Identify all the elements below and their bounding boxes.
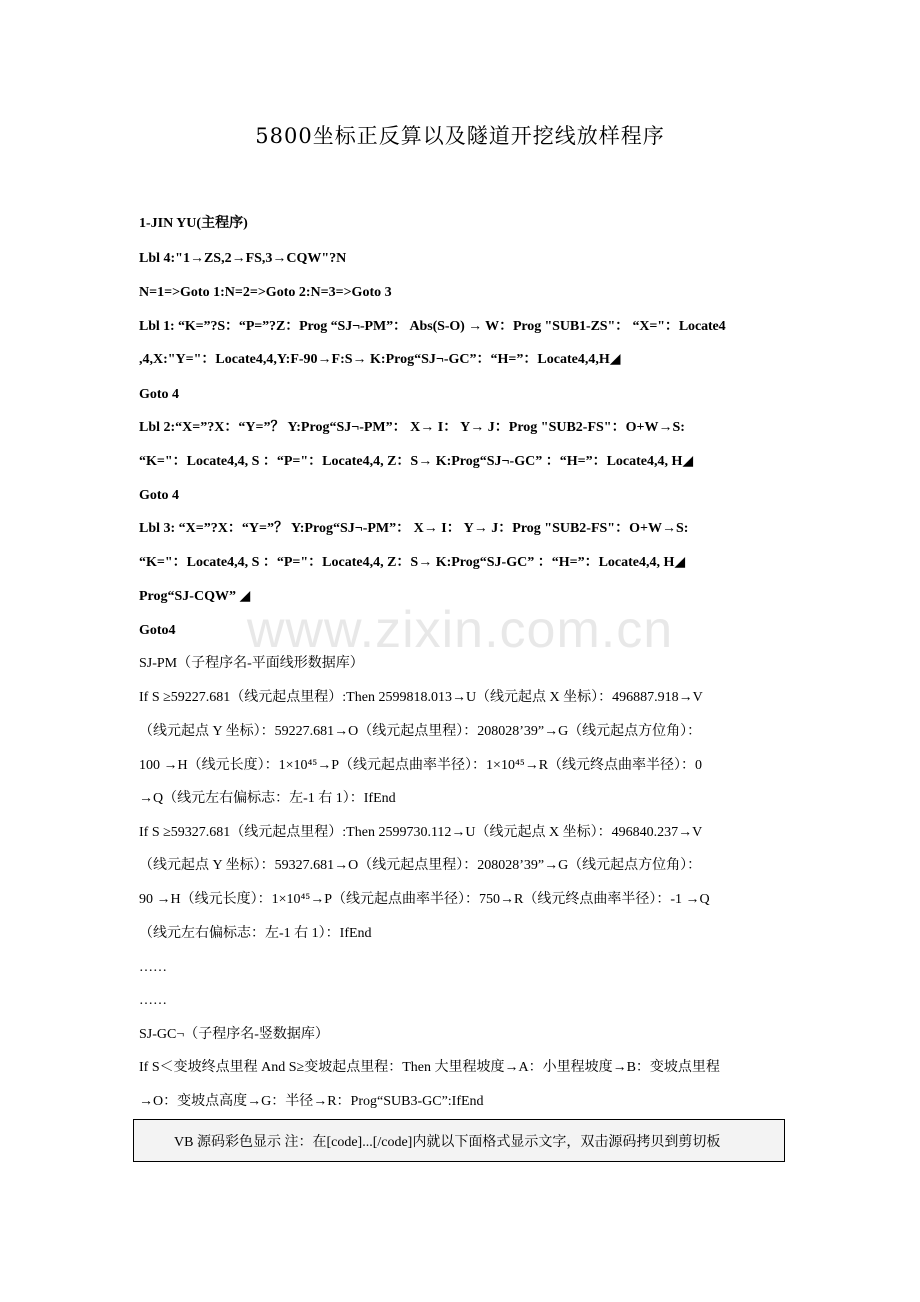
program-line: Lbl 2:“X=”?X：“Y=”？ Y:Prog“SJ¬-PM”： X→ I： Y→ J：Prog "SUB2-FS"：O+W→S:: [139, 420, 685, 435]
program-line: “K="：Locate4,4, S ：“P="：Locate4,4, Z：S→ K:Prog“SJ-GC” ：“H=”：Locate4,4, H◢: [139, 555, 686, 570]
program-line: （线元起点 Y 坐标）：59227.681→O（线元起点里程）：208028’39”→G（线元起点方位角）：: [139, 724, 702, 739]
program-line: 100 →H（线元长度）：1×10⁴⁵→P（线元起点曲率半径）：1×10⁴⁵→R（线元终点曲率半径）：0: [139, 758, 703, 773]
program-line: →O：变坡点高度→G：半径→R：Prog“SUB3-GC”:IfEnd: [139, 1094, 484, 1109]
watermark: www.zixin.com.cn: [246, 601, 674, 659]
program-line: If S ≥59227.681（线元起点里程）:Then 2599818.013→U（线元起点 X 坐标）：496887.918→V: [139, 690, 703, 705]
page-title: 5800坐标正反算以及隧道开挖线放样程序: [255, 124, 665, 148]
program-line: 1-JIN YU(主程序): [139, 216, 248, 231]
program-line: ,4,X:"Y="：Locate4,4,Y:F-90→F:S→ K:Prog“SJ¬-GC”：“H=”：Locate4,4,H◢: [139, 352, 621, 367]
program-line: Lbl 4:"1→ZS,2→FS,3→CQW"?N: [139, 251, 347, 266]
program-line: Goto4: [139, 623, 176, 638]
program-line: Goto 4: [139, 488, 180, 503]
program-line: Lbl 1: “K=”?S：“P=”?Z：Prog “SJ¬-PM”： Abs(S-O) → W：Prog "SUB1-ZS"： “X="：Locate4: [139, 319, 726, 334]
program-line: “K="：Locate4,4, S ：“P="：Locate4,4, Z：S→ K:Prog“SJ¬-GC” ：“H=”：Locate4,4, H◢: [139, 454, 694, 469]
program-line: If S＜变坡终点里程 And S≥变坡起点里程：Then 大里程坡度→A：小里程坡度→B：变坡点里程: [139, 1060, 720, 1075]
code-note-text: VB 源码彩色显示 注：在[code]...[/code]内就以下面格式显示文字，双击源码拷贝到剪切板: [174, 1135, 721, 1150]
code-note-box: [133, 1119, 785, 1162]
program-line: ……: [139, 993, 167, 1008]
program-line: N=1=>Goto 1:N=2=>Goto 2:N=3=>Goto 3: [139, 285, 392, 300]
program-line: SJ-GC¬（子程序名-竖数据库）: [139, 1027, 329, 1042]
program-line: （线元起点 Y 坐标）：59327.681→O（线元起点里程）：208028’39”→G（线元起点方位角）：: [139, 858, 702, 873]
program-line: If S ≥59327.681（线元起点里程）:Then 2599730.112→U（线元起点 X 坐标）：496840.237→V: [139, 825, 703, 840]
program-line: 90 →H（线元长度）：1×10⁴⁵→P（线元起点曲率半径）：750→R（线元终点曲率半径）：-1 →Q: [139, 892, 710, 907]
program-line: Lbl 3: “X=”?X：“Y=”？ Y:Prog“SJ¬-PM”： X→ I： Y→ J：Prog "SUB2-FS"：O+W→S:: [139, 521, 689, 536]
program-line: Goto 4: [139, 387, 180, 402]
program-line: →Q（线元左右偏标志：左-1 右 1）：IfEnd: [139, 791, 396, 806]
program-line: SJ-PM（子程序名-平面线形数据库）: [139, 656, 364, 671]
program-line: （线元左右偏标志：左-1 右 1）：IfEnd: [139, 926, 372, 941]
program-line: Prog“SJ-CQW” ◢: [139, 589, 251, 604]
program-line: ……: [139, 960, 167, 975]
